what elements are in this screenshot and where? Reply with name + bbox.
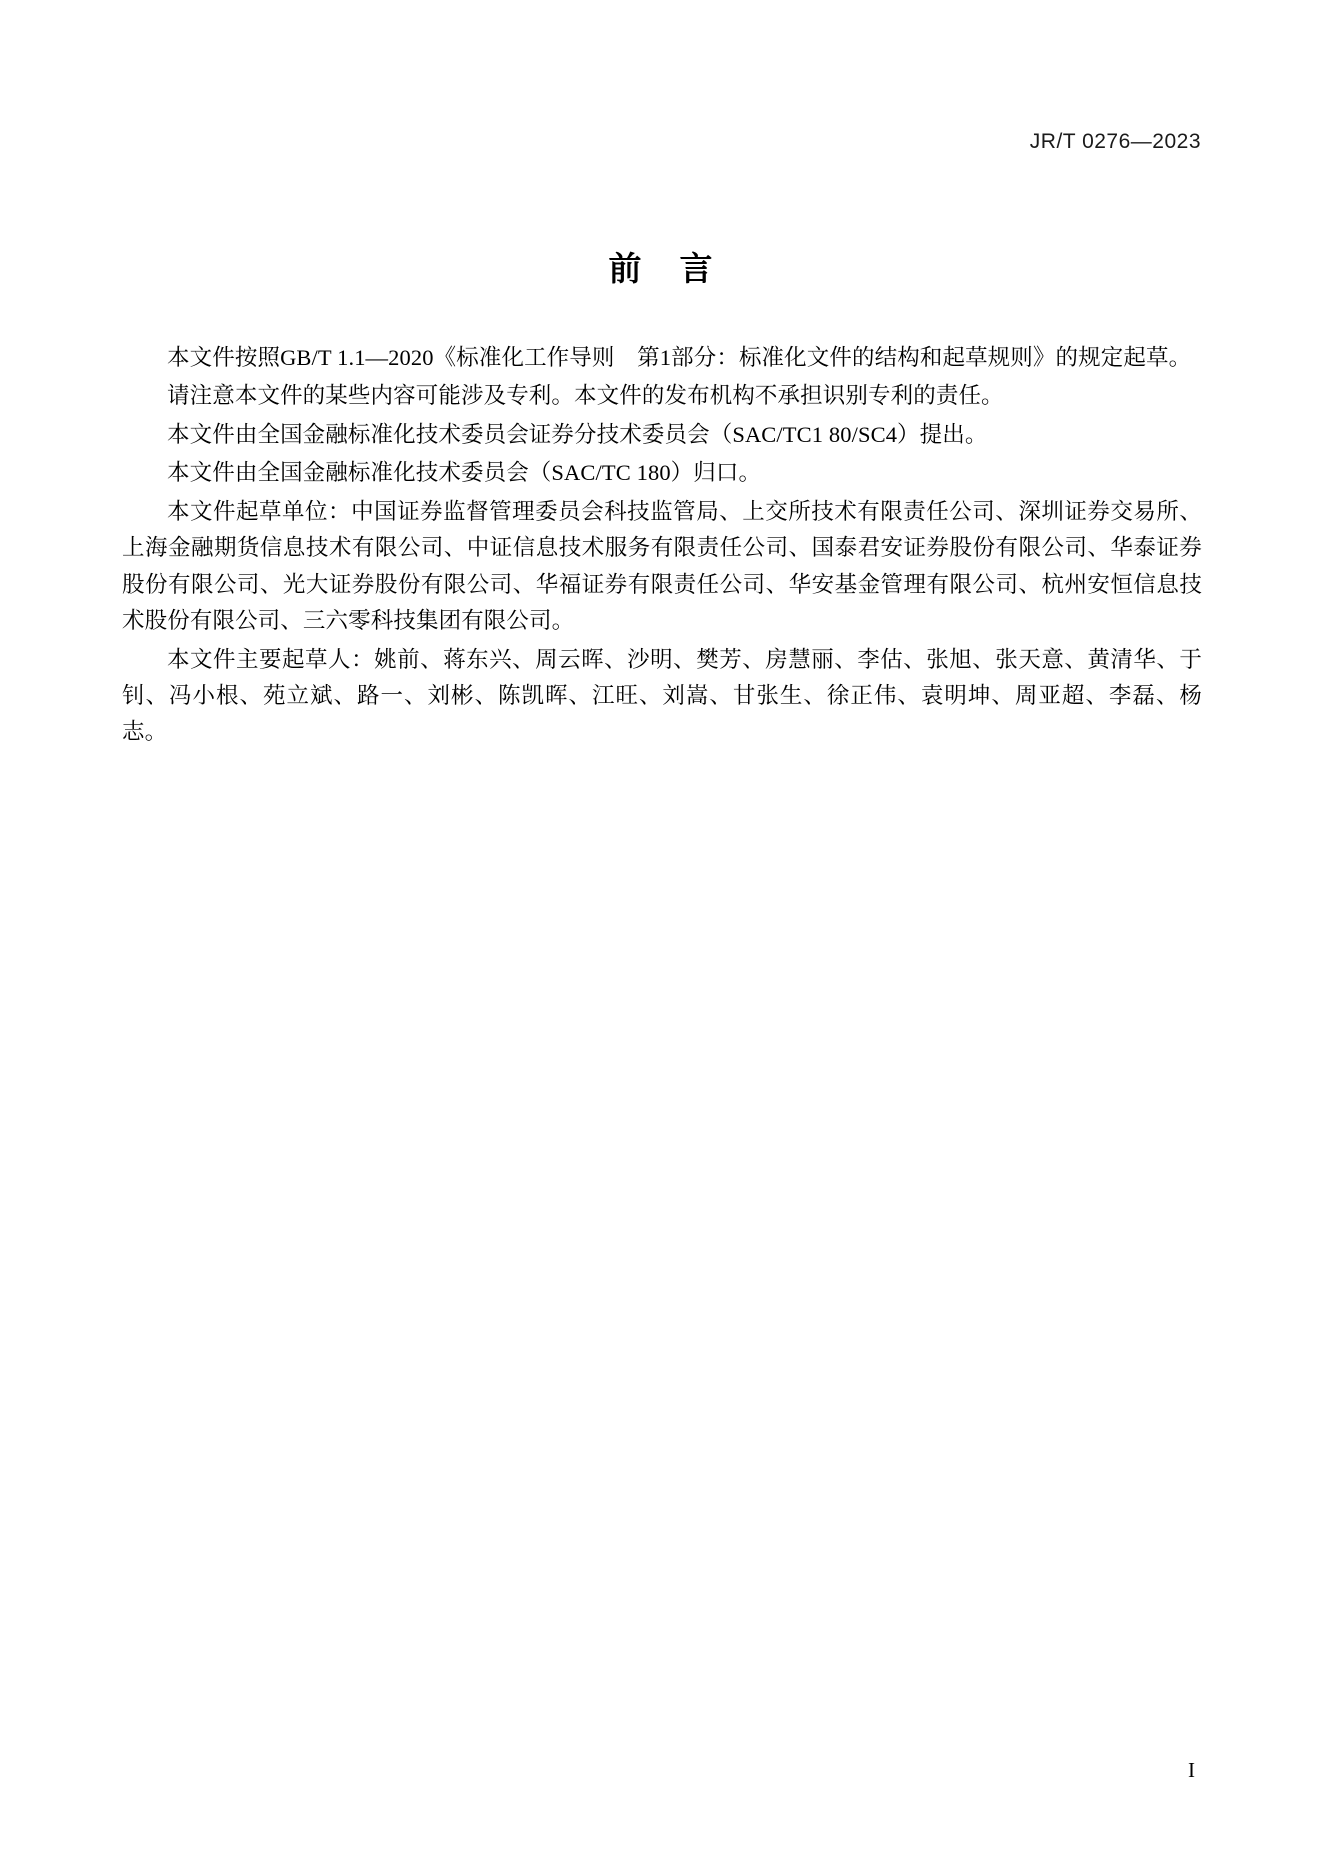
foreword-paragraph: 本文件起草单位：中国证券监督管理委员会科技监管局、上交所技术有限责任公司、深圳证券交易所、上海金融期货信息技术有限公司、中证信息技术服务有限责任公司、国泰君安证券股份有限公司、华泰证券股份有限公司、光大证券股份有限公司、华福证券有限责任公司、华安基金管理有限公司、杭州安恒信息技术股份有限公司、三六零科技集团有限公司。 — [122, 498, 1202, 634]
foreword-paragraph: 本文件由全国金融标准化技术委员会（SAC/TC 180）归口。 — [167, 460, 762, 486]
page-title — [0, 243, 1323, 290]
page-title-char-1: 前 — [608, 249, 644, 288]
foreword-paragraph: 请注意本文件的某些内容可能涉及专利。本文件的发布机构不承担识别专利的责任。 — [167, 383, 1004, 409]
foreword-body — [122, 340, 1202, 753]
foreword-paragraph: 本文件由全国金融标准化技术委员会证券分技术委员会（SAC/TC1 80/SC4）提出。 — [167, 421, 988, 447]
document-header-standard-number: JR/T 0276—2023 — [1029, 130, 1201, 153]
foreword-paragraph: 本文件主要起草人：姚前、蒋东兴、周云晖、沙明、樊芳、房慧丽、李估、张旭、张天意、黄清华、于钊、冯小根、苑立斌、路一、刘彬、陈凯晖、江旺、刘嵩、甘张生、徐正伟、袁明坤、周亚超、李磊、杨志。 — [122, 646, 1202, 745]
page-title-char-2: 言 — [679, 249, 715, 288]
foreword-paragraph: 本文件按照GB/T 1.1—2020《标准化工作导则 第1部分：标准化文件的结构和起草规则》的规定起草。 — [167, 345, 1192, 370]
page-number: I — [1188, 1758, 1195, 1782]
